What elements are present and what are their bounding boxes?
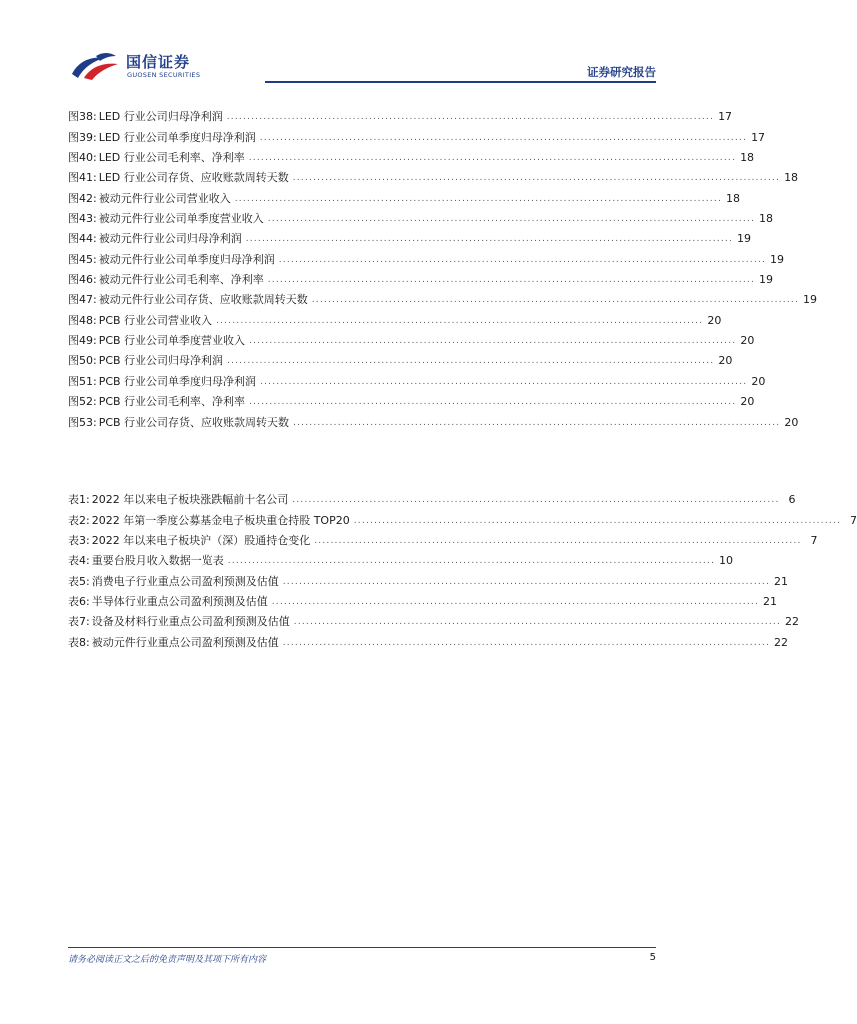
- toc-title: 被动元件行业公司毛利率、净利率: [98, 273, 264, 287]
- toc-entry-figure-53[interactable]: [68, 409, 799, 429]
- table-index-list: [68, 487, 857, 650]
- toc-entry-table-1[interactable]: [68, 487, 796, 507]
- toc-title: PCB 行业公司归母净利润: [98, 354, 224, 368]
- toc-entry-figure-45[interactable]: [68, 246, 785, 266]
- toc-page: 18: [740, 151, 755, 165]
- toc-entry-table-6[interactable]: [68, 589, 778, 609]
- toc-title: 2022 年第一季度公募基金电子板块重仓持股 TOP20: [91, 513, 350, 527]
- toc-leader: ........................................................................................................................: [292, 173, 781, 184]
- toc-label: 图49:: [68, 334, 97, 348]
- toc-label: 表5:: [68, 574, 90, 588]
- toc-page: 18: [784, 171, 799, 185]
- toc-title: PCB 行业公司存货、应收账款周转天数: [98, 415, 290, 429]
- toc-page: 19: [803, 293, 818, 307]
- logo-chinese-text: 国信证券: [126, 53, 191, 71]
- toc-label: 表3:: [68, 534, 90, 548]
- toc-entry-table-2[interactable]: [68, 507, 857, 527]
- toc-leader: ........................................................................................................................: [282, 637, 771, 648]
- toc-leader: ........................................................................................................................: [226, 112, 715, 123]
- toc-entry-figure-39[interactable]: [68, 124, 766, 144]
- toc-label: 图40:: [68, 151, 97, 165]
- toc-label: 表4:: [68, 554, 90, 568]
- toc-entry-figure-42[interactable]: [68, 185, 741, 205]
- toc-page: 20: [718, 354, 733, 368]
- toc-page: 21: [763, 595, 778, 609]
- page-number: 5: [649, 952, 656, 963]
- toc-entry-figure-47[interactable]: [68, 287, 818, 307]
- toc-label: 表6:: [68, 595, 90, 609]
- toc-entry-figure-40[interactable]: [68, 145, 755, 165]
- toc-leader: ........................................................................................................................: [227, 556, 716, 567]
- toc-title: LED 行业公司存货、应收账款周转天数: [98, 171, 289, 185]
- toc-label: 图48:: [68, 313, 97, 327]
- toc-page: 20: [740, 395, 755, 409]
- toc-title: PCB 行业公司单季度营业收入: [98, 334, 246, 348]
- header-divider: [265, 81, 656, 83]
- toc-label: 图41:: [68, 171, 97, 185]
- toc-page: 20: [784, 415, 799, 429]
- toc-title: PCB 行业公司营业收入: [98, 313, 213, 327]
- toc-entry-figure-49[interactable]: [68, 328, 755, 348]
- toc-title: 2022 年以来电子板块沪（深）股通持仓变化: [91, 534, 311, 548]
- toc-page: 20: [707, 313, 722, 327]
- toc-title: 被动元件行业公司营业收入: [98, 191, 231, 205]
- footer-divider: [68, 947, 656, 948]
- toc-title: PCB 行业公司毛利率、净利率: [98, 395, 246, 409]
- toc-label: 图42:: [68, 191, 97, 205]
- toc-title: 半导体行业重点公司盈利预测及估值: [91, 595, 268, 609]
- toc-label: 图47:: [68, 293, 97, 307]
- toc-leader: ........................................................................................................................: [245, 234, 734, 245]
- toc-title: LED 行业公司单季度归母净利润: [98, 130, 256, 144]
- toc-label: 图39:: [68, 130, 97, 144]
- toc-entry-figure-38[interactable]: [68, 104, 733, 124]
- figure-index-list: [68, 104, 818, 430]
- toc-title: 设备及材料行业重点公司盈利预测及估值: [91, 615, 290, 629]
- toc-leader: ........................................................................................................................: [271, 597, 760, 608]
- toc-entry-figure-46[interactable]: [68, 267, 774, 287]
- toc-label: 表7:: [68, 615, 90, 629]
- guosen-logo-icon: [70, 50, 120, 82]
- toc-label: 图52:: [68, 395, 97, 409]
- toc-label: 图50:: [68, 354, 97, 368]
- toc-page: 22: [774, 635, 789, 649]
- toc-entry-table-8[interactable]: [68, 629, 789, 649]
- toc-title: LED 行业公司毛利率、净利率: [98, 151, 245, 165]
- toc-leader: ........................................................................................................................: [260, 376, 748, 387]
- toc-page: 18: [726, 191, 741, 205]
- logo-english-text: GUOSEN SECURITIES: [127, 71, 201, 79]
- toc-entry-figure-52[interactable]: [68, 389, 755, 409]
- toc-page: 22: [785, 615, 800, 629]
- toc-entry-table-4[interactable]: [68, 548, 734, 568]
- toc-leader: ........................................................................................................................: [267, 275, 756, 286]
- toc-leader: ........................................................................................................................: [314, 536, 802, 547]
- toc-entry-figure-50[interactable]: [68, 348, 733, 368]
- toc-entry-figure-41[interactable]: [68, 165, 799, 185]
- toc-title: LED 行业公司归母净利润: [98, 110, 223, 124]
- toc-entry-table-5[interactable]: [68, 568, 789, 588]
- toc-title: 被动元件行业公司存货、应收账款周转天数: [98, 293, 308, 307]
- toc-label: 图46:: [68, 273, 97, 287]
- toc-page: 7: [810, 534, 818, 548]
- toc-label: 图38:: [68, 110, 97, 124]
- toc-label: 表8:: [68, 635, 90, 649]
- toc-title: 被动元件行业公司单季度营业收入: [98, 212, 264, 226]
- toc-page: 17: [751, 130, 766, 144]
- toc-leader: ........................................................................................................................: [311, 295, 800, 306]
- toc-label: 表1:: [68, 493, 90, 507]
- toc-leader: ........................................................................................................................: [248, 153, 737, 164]
- toc-page: 20: [740, 334, 755, 348]
- toc-title: 重要台股月收入数据一览表: [91, 554, 224, 568]
- toc-leader: ........................................................................................................................: [227, 356, 715, 367]
- toc-leader: ........................................................................................................................: [292, 495, 780, 506]
- toc-label: 图43:: [68, 212, 97, 226]
- toc-page: 6: [788, 493, 796, 507]
- toc-title: 被动元件行业公司单季度归母净利润: [98, 252, 275, 266]
- toc-entry-figure-48[interactable]: [68, 307, 722, 327]
- toc-entry-table-7[interactable]: [68, 609, 800, 629]
- report-type-label: 证券研究报告: [587, 65, 656, 79]
- toc-leader: ........................................................................................................................: [249, 336, 737, 347]
- toc-leader: ........................................................................................................................: [259, 132, 748, 143]
- toc-leader: ........................................................................................................................: [267, 214, 756, 225]
- toc-leader: ........................................................................................................................: [353, 515, 842, 526]
- toc-page: 21: [774, 574, 789, 588]
- toc-leader: ........................................................................................................................: [293, 617, 782, 628]
- toc-page: 7: [850, 513, 857, 527]
- toc-label: 表2:: [68, 513, 90, 527]
- toc-entry-figure-44[interactable]: [68, 226, 752, 246]
- toc-page: 17: [718, 110, 733, 124]
- toc-page: 18: [759, 212, 774, 226]
- toc-entry-table-3[interactable]: [68, 528, 818, 548]
- toc-leader: ........................................................................................................................: [278, 254, 767, 265]
- toc-title: 2022 年以来电子板块涨跌幅前十名公司: [91, 493, 289, 507]
- toc-label: 图45:: [68, 252, 97, 266]
- toc-title: 被动元件行业重点公司盈利预测及估值: [91, 635, 279, 649]
- toc-page: 19: [737, 232, 752, 246]
- toc-leader: ........................................................................................................................: [249, 397, 737, 408]
- toc-page: 19: [770, 252, 785, 266]
- toc-label: 图51:: [68, 374, 97, 388]
- toc-leader: ........................................................................................................................: [282, 576, 771, 587]
- toc-leader: ........................................................................................................................: [216, 315, 704, 326]
- toc-label: 图53:: [68, 415, 97, 429]
- toc-title: 被动元件行业公司归母净利润: [98, 232, 242, 246]
- toc-title: PCB 行业公司单季度归母净利润: [98, 374, 257, 388]
- toc-label: 图44:: [68, 232, 97, 246]
- toc-page: 20: [751, 374, 766, 388]
- toc-entry-figure-43[interactable]: [68, 206, 774, 226]
- toc-leader: ........................................................................................................................: [234, 193, 723, 204]
- toc-entry-figure-51[interactable]: [68, 368, 766, 388]
- footer-disclaimer: 请务必阅读正文之后的免责声明及其项下所有内容: [68, 955, 267, 965]
- toc-title: 消费电子行业重点公司盈利预测及估值: [91, 574, 279, 588]
- toc-leader: ........................................................................................................................: [293, 417, 781, 428]
- page-header: [70, 48, 656, 82]
- toc-page: 19: [759, 273, 774, 287]
- toc-page: 10: [719, 554, 734, 568]
